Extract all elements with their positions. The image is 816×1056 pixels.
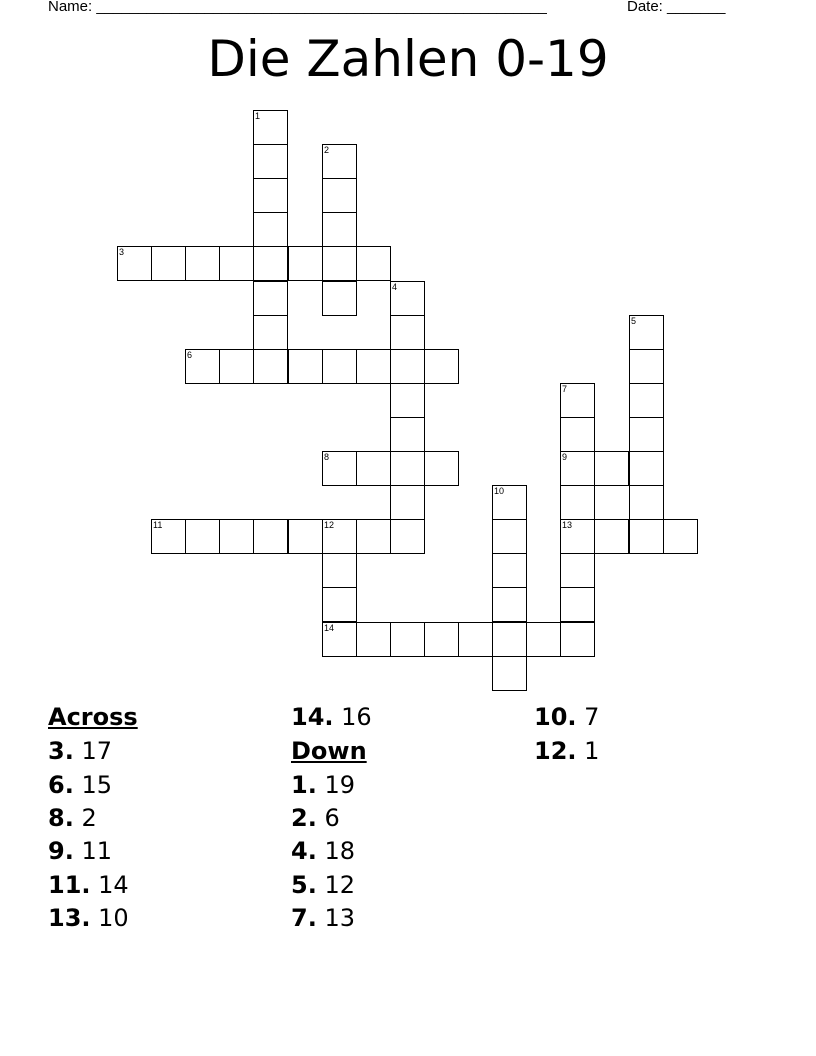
crossword-cell[interactable] — [560, 383, 595, 418]
crossword-cell[interactable] — [185, 519, 220, 554]
crossword-cell[interactable] — [629, 349, 664, 384]
crossword-cell[interactable] — [594, 519, 629, 554]
crossword-cell[interactable] — [424, 349, 459, 384]
crossword-cell[interactable] — [322, 246, 357, 281]
crossword-cell[interactable] — [492, 485, 527, 520]
crossword-cell[interactable] — [322, 281, 357, 316]
crossword-cell[interactable] — [322, 451, 357, 486]
date-label: Date: — [627, 0, 663, 15]
down-clue: 12. 1 — [534, 737, 600, 765]
crossword-cell[interactable] — [253, 246, 288, 281]
across-clue: 9. 11 — [48, 837, 113, 865]
crossword-cell[interactable] — [322, 349, 357, 384]
crossword-cell[interactable] — [492, 553, 527, 588]
name-label: Name: — [48, 0, 93, 15]
crossword-cell[interactable] — [288, 349, 323, 384]
cell-number: 2 — [324, 145, 330, 155]
cell-number: 13 — [562, 520, 573, 530]
crossword-cell[interactable] — [253, 110, 288, 145]
crossword-cell[interactable] — [560, 451, 595, 486]
crossword-cell[interactable] — [219, 519, 254, 554]
crossword-cell[interactable] — [356, 519, 391, 554]
cell-number: 3 — [119, 247, 125, 257]
crossword-cell[interactable] — [322, 212, 357, 247]
crossword-cell[interactable] — [322, 622, 357, 657]
down-clue: 10. 7 — [534, 703, 600, 731]
across-clue: 8. 2 — [48, 804, 97, 832]
crossword-cell[interactable] — [253, 178, 288, 213]
crossword-cell[interactable] — [185, 246, 220, 281]
across-clue: 13. 10 — [48, 904, 129, 932]
cell-number: 9 — [562, 452, 568, 462]
down-heading: Down — [291, 737, 367, 765]
crossword-cell[interactable] — [629, 383, 664, 418]
crossword-cell[interactable] — [356, 622, 391, 657]
page-title: Die Zahlen 0-19 — [207, 30, 609, 88]
cell-number: 8 — [324, 452, 330, 462]
crossword-cell[interactable] — [185, 349, 220, 384]
crossword-cell[interactable] — [253, 349, 288, 384]
crossword-cell[interactable] — [390, 417, 425, 452]
crossword-cell[interactable] — [629, 315, 664, 350]
across-heading: Across — [48, 703, 138, 731]
crossword-cell[interactable] — [322, 144, 357, 179]
cell-number: 7 — [562, 384, 568, 394]
crossword-cell[interactable] — [492, 587, 527, 622]
crossword-cell[interactable] — [492, 519, 527, 554]
down-clue: 7. 13 — [291, 904, 356, 932]
cell-number: 11 — [153, 520, 163, 530]
crossword-cell[interactable] — [629, 519, 664, 554]
crossword-cell[interactable] — [253, 144, 288, 179]
crossword-cell[interactable] — [219, 246, 254, 281]
crossword-cell[interactable] — [663, 519, 698, 554]
crossword-cell[interactable] — [253, 519, 288, 554]
crossword-cell[interactable] — [356, 246, 391, 281]
cell-number: 14 — [324, 623, 335, 633]
crossword-cell[interactable] — [526, 622, 561, 657]
crossword-cell[interactable] — [322, 587, 357, 622]
crossword-cell[interactable] — [390, 281, 425, 316]
crossword-cell[interactable] — [253, 281, 288, 316]
crossword-cell[interactable] — [322, 178, 357, 213]
crossword-cell[interactable] — [390, 451, 425, 486]
crossword-cell[interactable] — [151, 519, 186, 554]
crossword-cell[interactable] — [629, 451, 664, 486]
crossword-cell[interactable] — [322, 553, 357, 588]
across-clue: 6. 15 — [48, 771, 113, 799]
crossword-cell[interactable] — [560, 622, 595, 657]
crossword-cell[interactable] — [492, 656, 527, 691]
crossword-cell[interactable] — [390, 485, 425, 520]
down-clue: 2. 6 — [291, 804, 340, 832]
crossword-cell[interactable] — [219, 349, 254, 384]
crossword-cell[interactable] — [560, 553, 595, 588]
crossword-cell[interactable] — [151, 246, 186, 281]
across-clue: 3. 17 — [48, 737, 113, 765]
crossword-cell[interactable] — [253, 212, 288, 247]
crossword-cell[interactable] — [458, 622, 493, 657]
crossword-cell[interactable] — [560, 417, 595, 452]
crossword-cell[interactable] — [390, 315, 425, 350]
crossword-cell[interactable] — [356, 451, 391, 486]
down-clue: 4. 18 — [291, 837, 356, 865]
crossword-cell[interactable] — [629, 417, 664, 452]
crossword-cell[interactable] — [560, 587, 595, 622]
name-line[interactable]: ______________________________________________________ — [96, 0, 547, 15]
crossword-cell[interactable] — [117, 246, 152, 281]
down-clue: 1. 19 — [291, 771, 356, 799]
cell-number: 6 — [187, 350, 193, 360]
crossword-cell[interactable] — [424, 622, 459, 657]
crossword-cell[interactable] — [390, 349, 425, 384]
cell-number: 5 — [631, 316, 637, 326]
crossword-cell[interactable] — [492, 622, 527, 657]
crossword-cell[interactable] — [390, 383, 425, 418]
crossword-cell[interactable] — [288, 246, 323, 281]
crossword-cell[interactable] — [322, 519, 357, 554]
crossword-cell[interactable] — [424, 451, 459, 486]
crossword-cell[interactable] — [560, 485, 595, 520]
date-line[interactable]: _______ — [667, 0, 726, 15]
across-clue: 14. 16 — [291, 703, 372, 731]
crossword-cell[interactable] — [629, 485, 664, 520]
crossword-cell[interactable] — [356, 349, 391, 384]
crossword-cell[interactable] — [594, 451, 629, 486]
across-clue: 11. 14 — [48, 871, 129, 899]
crossword-cell[interactable] — [390, 622, 425, 657]
crossword-cell[interactable] — [288, 519, 323, 554]
cell-number: 4 — [392, 282, 398, 292]
crossword-cell[interactable] — [390, 519, 425, 554]
crossword-cell[interactable] — [560, 519, 595, 554]
cell-number: 12 — [324, 520, 335, 530]
crossword-cell[interactable] — [253, 315, 288, 350]
cell-number: 1 — [255, 111, 261, 121]
down-clue: 5. 12 — [291, 871, 356, 899]
cell-number: 10 — [494, 486, 505, 496]
